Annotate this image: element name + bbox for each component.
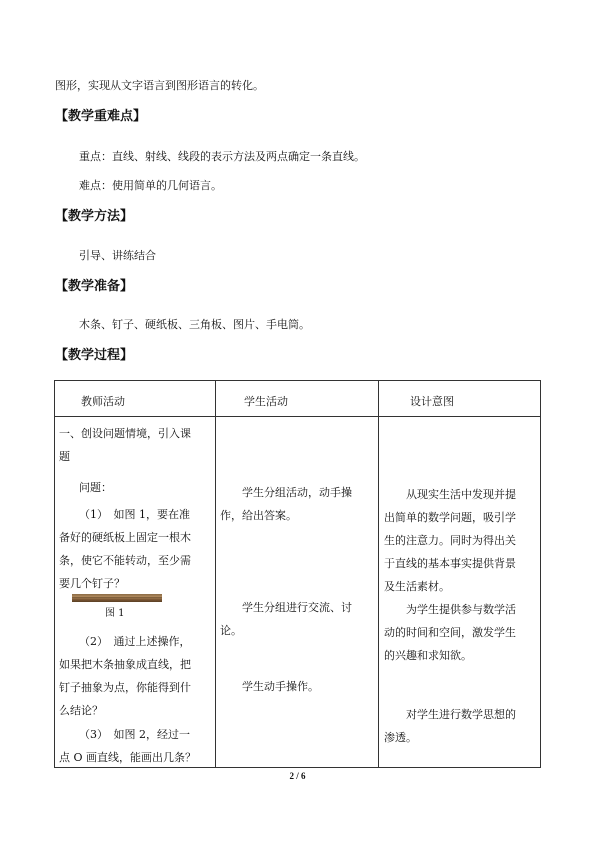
heading-prep: 【教学准备】 bbox=[55, 279, 134, 294]
table-col-divider-1 bbox=[215, 380, 216, 768]
heading-process: 【教学过程】 bbox=[55, 348, 134, 363]
teacher-line: 一、创设问题情境，引入课 bbox=[59, 427, 191, 440]
prep-line: 木条、钉子、硬纸板、三角板、图片、手电筒。 bbox=[79, 318, 310, 331]
student-activity-1: 学生分组活动，动手操 作，给出答案。 bbox=[220, 486, 352, 522]
table-col-divider-2 bbox=[378, 380, 379, 768]
teacher-col bbox=[59, 422, 191, 468]
student-activity-2: 学生分组进行交流、讨 论。 bbox=[220, 601, 352, 637]
table-header-divider bbox=[54, 416, 540, 417]
header-design: 设计意图 bbox=[410, 395, 454, 408]
design-intent-1: 从现实生活中发现并提 出简单的数学问题，吸引学 生的注意力。同时为得出关 于直线的基本事实提供背景 及生活素材。 bbox=[384, 488, 516, 593]
difficulty-line: 难点：使用简单的几何语言。 bbox=[79, 179, 222, 192]
header-student: 学生活动 bbox=[244, 395, 288, 408]
teacher-question-1: （1） 如图 1，要在准 备好的硬纸板上固定一根木 条，使它不能转动，至少需 要几个钉子？ bbox=[59, 508, 191, 590]
figure-caption: 图 1 bbox=[105, 608, 125, 619]
teacher-question-2: （2） 通过上述操作， 如果把木条抽象成直线，把 钉子抽象为点，你能得到什 么结论？ bbox=[59, 635, 191, 717]
heading-method: 【教学方法】 bbox=[55, 209, 134, 224]
header-teacher: 教师活动 bbox=[81, 395, 125, 408]
table-right-border bbox=[540, 380, 541, 768]
key-point-line: 重点：直线、射线、线段的表示方法及两点确定一条直线。 bbox=[79, 150, 365, 163]
heading-key-points: 【教学重难点】 bbox=[55, 109, 147, 124]
table-top-border bbox=[54, 380, 540, 381]
student-activity-3: 学生动手操作。 bbox=[242, 680, 319, 693]
table-left-border bbox=[54, 380, 55, 768]
method-line: 引导、讲练结合 bbox=[79, 249, 156, 262]
teacher-question-label: 问题： bbox=[79, 481, 112, 494]
teacher-question-3: （3） 如图 2，经过一 点 O 画直线，能画出几条？ bbox=[59, 728, 197, 764]
intro-line: 图形，实现从文字语言到图形语言的转化。 bbox=[55, 79, 264, 92]
wood-stick-figure bbox=[72, 594, 162, 602]
design-intent-2: 为学生提供参与数学活 动的时间和空间，激发学生 的兴趣和求知欲。 bbox=[384, 603, 516, 662]
teacher-line: 题 bbox=[59, 450, 70, 463]
design-intent-3: 对学生进行数学思想的 渗透。 bbox=[384, 708, 516, 744]
page-number: 2 / 6 bbox=[289, 771, 306, 781]
